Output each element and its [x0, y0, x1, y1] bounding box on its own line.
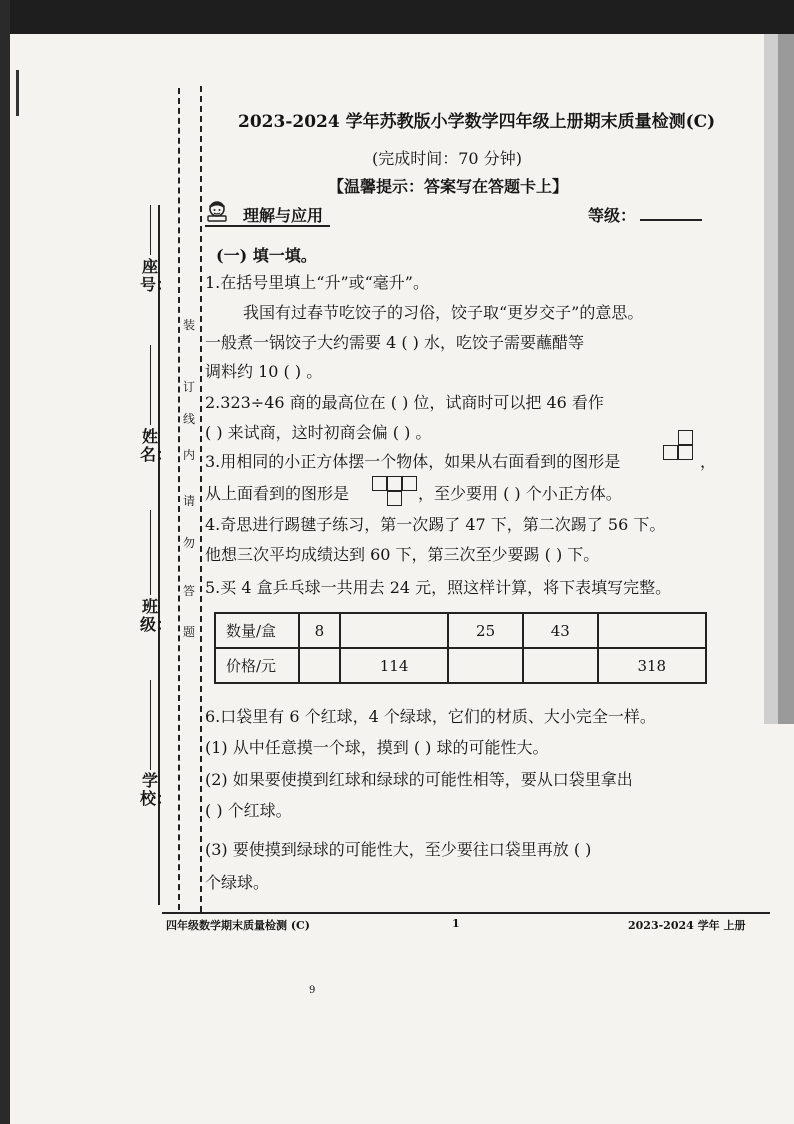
part-heading: (一) 填一填。	[216, 246, 317, 265]
question-3-line-1: 3.用相同的小正方体摆一个物体，如果从右面看到的图形是	[205, 452, 621, 471]
seat-fill-line	[150, 205, 151, 255]
table-cell	[598, 613, 706, 648]
school-label: 学校：	[140, 771, 173, 808]
student-icon	[205, 198, 229, 222]
grade-fill-line	[640, 219, 702, 221]
binding-dashed-line-inner	[200, 86, 202, 912]
question-3-top-label: 从上面看到的图形是	[205, 484, 350, 503]
pencil-mark	[16, 70, 19, 116]
table-cell	[340, 613, 448, 648]
section-underline	[205, 225, 330, 227]
price-table	[214, 612, 707, 684]
binding-char-7: 答	[182, 584, 195, 598]
question-1-context: 我国有过春节吃饺子的习俗，饺子取“更岁交子”的意思。	[243, 303, 644, 322]
table-header-quantity: 数量/盒	[215, 613, 299, 648]
footer-term: 2023-2024 学年 上册	[628, 919, 746, 932]
table-cell	[299, 648, 340, 683]
name-label: 姓名：	[140, 427, 173, 464]
scan-border-left	[0, 0, 10, 1124]
question-6-part-3-line-2: 个绿球。	[205, 873, 270, 892]
school-fill-line	[150, 680, 151, 770]
question-5-prompt: 5.买 4 盒乒乓球一共用去 24 元，照这样计算，将下表填写完整。	[205, 578, 672, 597]
right-view-figure	[663, 430, 695, 462]
table-cell	[523, 648, 598, 683]
binding-char-1: 装	[182, 318, 195, 332]
table-row	[215, 613, 706, 648]
table-row	[215, 648, 706, 683]
table-cell: 114	[340, 648, 448, 683]
question-6-part-1: (1) 从中任意摸一个球，摸到 ( ) 球的可能性大。	[205, 738, 549, 757]
name-fill-line	[150, 345, 151, 425]
scan-border-top	[0, 0, 794, 34]
exam-time: (完成时间：70 分钟)	[372, 149, 522, 168]
question-1-blank-a: 一般煮一锅饺子大约需要 4 ( ) 水，吃饺子需要蘸醋等	[205, 333, 585, 352]
exam-tip: 【温馨提示：答案写在答题卡上】	[328, 177, 569, 196]
question-1-prompt: 1.在括号里填上“升”或“毫升”。	[205, 273, 429, 292]
binding-char-4: 内	[182, 448, 195, 462]
exam-title: 2023-2024 学年苏教版小学数学四年级上册期末质量检测(C)	[238, 112, 716, 132]
binding-char-8: 题	[182, 625, 195, 639]
question-6-part-2-line-1: (2) 如果要使摸到红球和绿球的可能性相等，要从口袋里拿出	[205, 770, 633, 789]
table-cell	[448, 648, 523, 683]
table-cell: 25	[448, 613, 523, 648]
table-header-price: 价格/元	[215, 648, 299, 683]
question-4-line-1: 4.奇思进行踢毽子练习，第一次踢了 47 下，第二次踢了 56 下。	[205, 515, 666, 534]
question-2-line-1: 2.323÷46 商的最高位在 ( ) 位，试商时可以把 46 看作	[205, 393, 604, 412]
scan-border-right-dark	[778, 34, 794, 724]
class-fill-line	[150, 510, 151, 595]
binding-char-2: 订	[182, 380, 195, 394]
table-cell: 318	[598, 648, 706, 683]
binding-dashed-line-outer	[178, 88, 180, 910]
class-label: 班级：	[140, 597, 173, 634]
question-1-blank-b: 调料约 10 ( ) 。	[205, 362, 323, 381]
section-title: 理解与应用	[243, 206, 324, 225]
question-6-part-2-line-2: ( ) 个红球。	[205, 801, 292, 820]
footer-exam-name: 四年级数学期末质量检测 (C)	[166, 919, 310, 932]
binding-char-5: 请	[182, 494, 195, 508]
seat-label: 座号：	[140, 257, 173, 294]
question-4-line-2: 他想三次平均成绩达到 60 下，第三次至少要踢 ( ) 下。	[205, 545, 600, 564]
table-cell: 43	[523, 613, 598, 648]
question-3-line-2: ，至少要用 ( ) 个小正方体。	[418, 484, 622, 503]
question-2-line-2: ( ) 来试商，这时初商会偏 ( ) 。	[205, 423, 432, 442]
binding-char-3: 线	[182, 412, 195, 426]
stray-mark: 9	[309, 985, 316, 996]
binding-char-6: 勿	[182, 536, 195, 550]
grade-label: 等级：	[588, 206, 637, 225]
question-3-comma: ，	[700, 452, 717, 471]
top-view-figure	[372, 476, 417, 508]
table-cell: 8	[299, 613, 340, 648]
footer-rule	[162, 912, 770, 914]
question-6-prompt: 6.口袋里有 6 个红球，4 个绿球，它们的材质、大小完全一样。	[205, 707, 656, 726]
question-6-part-3-line-1: (3) 要使摸到绿球的可能性大，至少要往口袋里再放 ( )	[205, 840, 592, 859]
footer-page-number: 1	[452, 917, 460, 930]
